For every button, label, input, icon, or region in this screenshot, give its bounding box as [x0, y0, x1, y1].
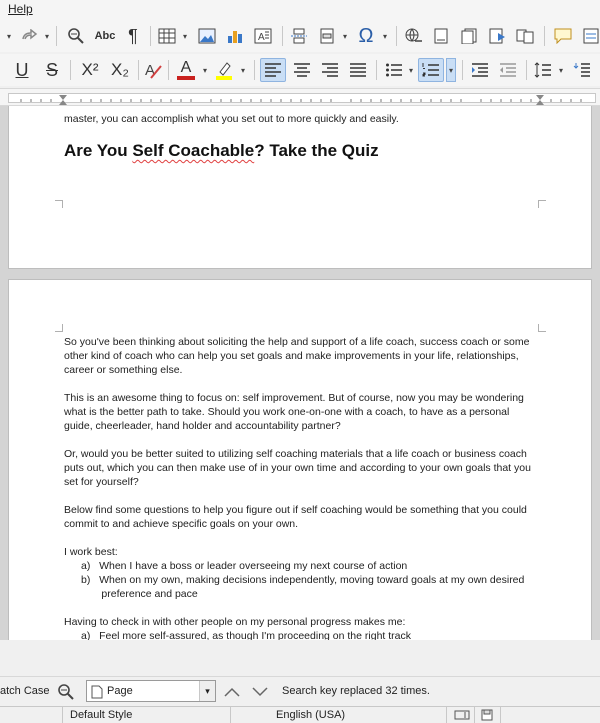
search-by-combobox[interactable] — [86, 680, 216, 702]
page-break-icon — [290, 28, 308, 44]
find-and-replace-icon — [56, 682, 76, 702]
pilcrow-icon: ¶ — [128, 25, 138, 46]
separator — [544, 26, 545, 46]
menu-bar — [0, 0, 600, 20]
insert-bookmark-button[interactable] — [486, 24, 508, 48]
superscript-icon: X² — [81, 60, 99, 79]
insert-mode-indicator[interactable] — [452, 708, 472, 722]
strikethrough-button[interactable] — [40, 58, 64, 82]
clear-formatting-icon — [143, 60, 163, 80]
insert-chart-button[interactable] — [224, 24, 246, 48]
line-spacing-button[interactable] — [532, 58, 554, 82]
increase-indent-icon — [471, 62, 489, 78]
svg-text:A: A — [258, 32, 265, 43]
insert-hyperlink-button[interactable] — [402, 24, 424, 48]
special-character-dropdown[interactable]: ▾ — [382, 31, 387, 41]
paragraph-line: guide, cheerleader, hand holder and accountability partner? — [64, 420, 341, 432]
superscript-button[interactable] — [76, 58, 104, 82]
separator — [376, 60, 377, 80]
status-bar — [0, 706, 600, 723]
underline-icon: U — [15, 59, 29, 80]
cross-reference-icon — [516, 28, 534, 44]
omega-icon: Ω — [358, 24, 374, 47]
list-item: a) When I have a boss or leader overseeing my next course of action — [81, 560, 408, 572]
numbered-list-icon — [422, 62, 440, 78]
strikethrough-icon: S — [45, 59, 58, 80]
track-changes-icon — [582, 28, 600, 44]
paragraph-line: I work best: — [64, 546, 118, 558]
highlighter-icon — [214, 60, 234, 80]
unordered-list-button[interactable] — [382, 58, 406, 82]
selection-mode-icon — [454, 710, 470, 720]
horizontal-ruler[interactable] — [0, 88, 600, 106]
hyperlink-icon — [403, 27, 423, 45]
heading-misspelled-phrase: Self Coachable — [132, 141, 255, 160]
insert-cross-reference-button[interactable] — [514, 24, 536, 48]
insert-field-button[interactable] — [316, 24, 338, 48]
separator — [138, 60, 139, 80]
find-replace-icon — [66, 26, 86, 46]
divider — [500, 707, 501, 723]
field-dropdown[interactable]: ▾ — [342, 31, 347, 41]
redo-dropdown[interactable]: ▾ — [44, 31, 49, 41]
svg-text:A: A — [145, 62, 156, 79]
field-icon — [318, 28, 336, 44]
divider — [446, 707, 447, 723]
search-status-message: Search key replaced 32 times. — [282, 685, 430, 697]
font-color-icon: A — [180, 59, 192, 76]
separator — [282, 26, 283, 46]
page-icon — [91, 685, 103, 699]
ruler-ticks — [9, 95, 597, 105]
paragraph-line: Or, would you be better suited to utilizing self coaching materials that a life coach or business coach — [64, 448, 527, 460]
page-2[interactable] — [8, 279, 592, 640]
special-character-button[interactable] — [354, 24, 378, 48]
paragraph-line: puts out, which you can then make use of in your own time and according to your own goals that you — [64, 462, 531, 474]
decrease-indent-button[interactable] — [496, 58, 520, 82]
find-replace-button[interactable] — [64, 24, 88, 48]
subscript-icon: X₂ — [111, 60, 129, 79]
separator — [56, 26, 57, 46]
highlighting-dropdown[interactable]: ▾ — [240, 65, 245, 75]
divider — [62, 707, 63, 723]
ordered-list-dropdown[interactable]: ▾ — [446, 58, 456, 82]
separator — [396, 26, 397, 46]
chevron-down-icon — [251, 686, 269, 698]
paragraph-line: So you've been thinking about soliciting the help and support of a life coach, success coach or some — [64, 336, 530, 348]
insert-endnote-button[interactable] — [458, 24, 480, 48]
line-spacing-icon — [534, 62, 552, 78]
standard-toolbar — [0, 20, 600, 52]
formatting-toolbar — [0, 54, 600, 86]
quiz-heading — [64, 141, 379, 161]
footnote-icon — [432, 28, 450, 44]
underline-button[interactable] — [10, 58, 34, 82]
chevron-down-icon[interactable]: ▾ — [199, 681, 215, 701]
formatting-marks-button[interactable] — [122, 24, 144, 48]
separator — [462, 60, 463, 80]
align-left-button[interactable] — [260, 58, 286, 82]
justify-button[interactable] — [346, 58, 370, 82]
redo-button[interactable] — [18, 24, 40, 48]
document-canvas[interactable] — [0, 106, 600, 640]
paragraph-line: This is an awesome thing to focus on: self improvement. But of course, now you may be wondering — [64, 392, 524, 404]
paragraph-line: Below find some questions to help you figure out if self coaching would be something that you could — [64, 504, 527, 516]
page-break-button[interactable] — [288, 24, 310, 48]
paragraph-line: Having to check in with other people on my personal progress makes me: — [64, 616, 406, 628]
textbox-icon — [254, 28, 272, 44]
insert-textbox-button[interactable] — [252, 24, 274, 48]
search-by-value: Page — [107, 685, 133, 697]
paragraph-line: commit to and achieve specific goals on your own. — [64, 518, 299, 530]
table-dropdown[interactable]: ▾ — [182, 31, 187, 41]
align-center-icon — [293, 62, 311, 78]
clear-formatting-button[interactable] — [142, 58, 164, 82]
font-color-button[interactable] — [174, 58, 198, 82]
text-boundary-corner — [538, 324, 546, 332]
align-right-icon — [321, 62, 339, 78]
align-right-button[interactable] — [318, 58, 342, 82]
document-modified-indicator[interactable] — [478, 708, 496, 722]
list-item: a) Feel more self-assured, as though I'm proceeding on the right track — [81, 630, 412, 640]
paragraph-line: set for yourself? — [64, 476, 139, 488]
endnote-icon — [460, 28, 478, 44]
heading-text-part2: ? Take the Quiz — [254, 141, 379, 160]
page-style-indicator[interactable]: Default Style — [70, 709, 133, 721]
spelling-button[interactable] — [92, 24, 118, 48]
track-changes-button[interactable] — [580, 24, 600, 48]
paragraph-line: career or something else. — [64, 364, 183, 376]
insert-table-button[interactable] — [156, 24, 178, 48]
line-spacing-dropdown[interactable]: ▾ — [558, 65, 563, 75]
page1-line: master, you can accomplish what you set out to more quickly and easily. — [64, 113, 399, 125]
separator — [150, 26, 151, 46]
paragraph-line: other kind of coach who can help you set goals and make improvements in your life, relationships, — [64, 350, 519, 362]
chevron-up-icon — [223, 686, 241, 698]
insert-comment-button[interactable] — [552, 24, 574, 48]
save-icon — [481, 709, 493, 721]
font-color-dropdown[interactable]: ▾ — [202, 65, 207, 75]
text-boundary-corner — [55, 324, 63, 332]
language-indicator[interactable]: English (USA) — [276, 709, 346, 721]
heading-text-part1: Are You — [64, 141, 133, 160]
highlighting-button[interactable] — [212, 58, 236, 82]
divider — [474, 707, 475, 723]
table-icon — [158, 28, 176, 44]
find-previous-button[interactable] — [220, 680, 244, 704]
bookmark-icon — [488, 28, 506, 44]
unordered-list-dropdown[interactable]: ▾ — [408, 65, 413, 75]
separator — [168, 60, 169, 80]
redo-icon — [20, 29, 38, 43]
undo-dropdown[interactable]: ▾ — [6, 31, 11, 41]
paragraph-spacing-icon — [573, 62, 591, 78]
list-item: b) When on my own, making decisions independently, moving toward goals at my own desired — [81, 574, 525, 586]
find-next-button[interactable] — [248, 680, 272, 704]
separator — [526, 60, 527, 80]
insert-footnote-button[interactable] — [430, 24, 452, 48]
paragraph-line: what is the better path to take. Should you work one-on-one with a coach, to have as a personal — [64, 406, 510, 418]
subscript-button[interactable] — [106, 58, 134, 82]
separator — [254, 60, 255, 80]
separator — [70, 60, 71, 80]
image-icon — [198, 28, 216, 44]
font-color-swatch — [177, 76, 195, 80]
page-1[interactable] — [8, 106, 592, 269]
paragraph-spacing-button[interactable] — [570, 58, 594, 82]
menu-help[interactable]: Help — [8, 2, 33, 16]
find-toolbar — [0, 676, 600, 706]
comment-icon — [554, 28, 572, 44]
find-and-replace-button[interactable] — [54, 680, 78, 704]
divider — [230, 707, 231, 723]
insert-image-button[interactable] — [196, 24, 218, 48]
align-center-button[interactable] — [290, 58, 314, 82]
text-boundary-corner — [55, 200, 63, 208]
align-left-icon — [264, 62, 282, 78]
text-boundary-corner — [538, 200, 546, 208]
bullet-list-icon — [385, 62, 403, 78]
decrease-indent-icon — [499, 62, 517, 78]
chart-icon — [226, 28, 244, 44]
increase-indent-button[interactable] — [468, 58, 492, 82]
list-item: preference and pace — [81, 588, 198, 600]
spelling-icon: Abc — [94, 30, 116, 42]
ruler-track — [8, 93, 596, 103]
justify-icon — [349, 62, 367, 78]
ordered-list-button[interactable] — [418, 58, 444, 82]
match-case-checkbox-label[interactable]: atch Case — [0, 685, 50, 697]
